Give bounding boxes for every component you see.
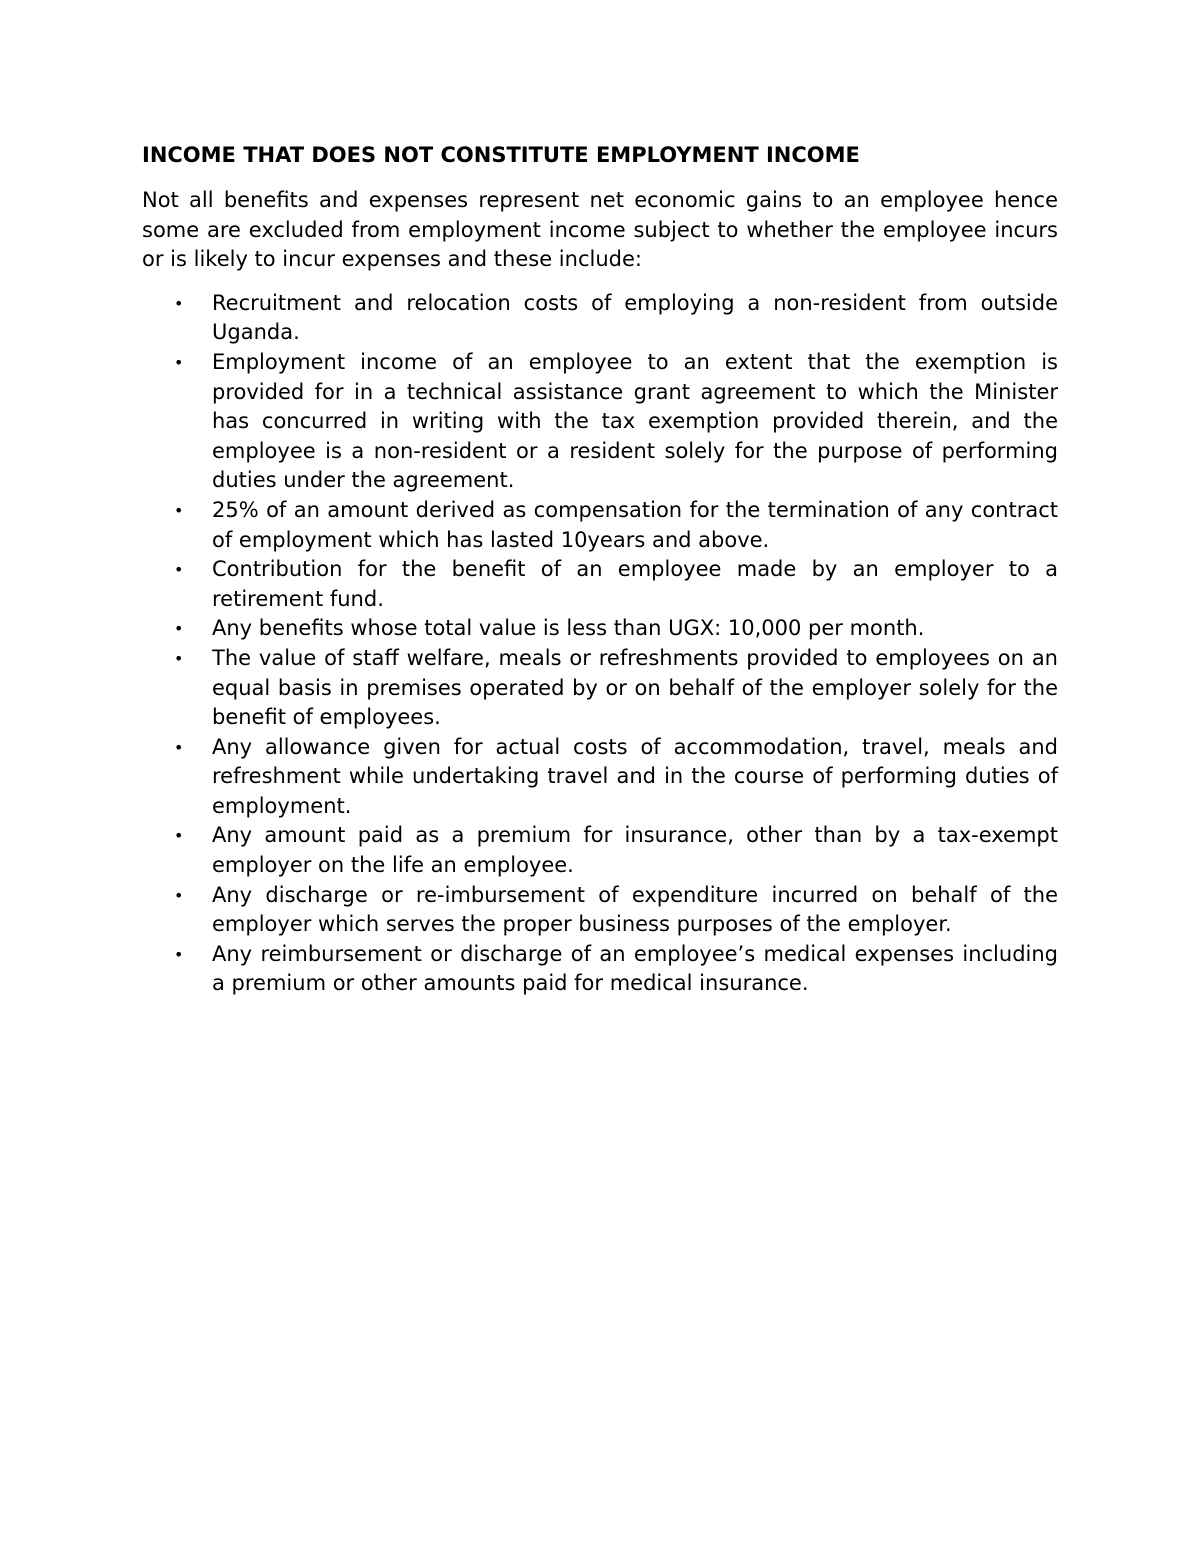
- list-item: [142, 555, 1058, 614]
- list-item-text: 25% of an amount derived as compensation for the termination of any contract of employment which has lasted 10years and above.: [212, 497, 1058, 552]
- bullet-icon: •: [174, 826, 184, 846]
- list-item-text: Any reimbursement or discharge of an employee’s medical expenses including a premium or other amounts paid for medical insurance.: [212, 941, 1058, 996]
- list-item: [142, 614, 1058, 644]
- list-item-text: Any discharge or re-imbursement of expenditure incurred on behalf of the employer which serves the proper business purposes of the employer.: [212, 882, 1058, 937]
- bullet-icon: •: [174, 560, 184, 580]
- bullet-icon: •: [174, 885, 184, 905]
- list-item-text: Any benefits whose total value is less than UGX: 10,000 per month.: [212, 616, 925, 641]
- list-item: [142, 644, 1058, 733]
- list-item: [142, 821, 1058, 880]
- list-item-text: Employment income of an employee to an extent that the exemption is provided for in a technical assistance grant agreement to which the Minister has concurred in writing with the tax exemption provided therein, and the employee is a non-resident or a resident solely for the purpose of performing duties under the agreement.: [212, 349, 1058, 493]
- bullet-icon: •: [174, 293, 184, 313]
- bullet-icon: •: [174, 648, 184, 668]
- list-item-text: Any amount paid as a premium for insurance, other than by a tax-exempt employer on the life an employee.: [212, 823, 1058, 878]
- intro-paragraph: Not all benefits and expenses represent net economic gains to an employee hence some are excluded from employment income subject to whether the employee incurs or is likely to incur expenses and these include:: [142, 188, 1058, 272]
- list-item-text: Recruitment and relocation costs of employing a non-resident from outside Uganda.: [212, 290, 1058, 345]
- list-item-text: The value of staff welfare, meals or refreshments provided to employees on an equal basis in premises operated by or on behalf of the employer solely for the benefit of employees.: [212, 645, 1058, 730]
- document-page: [142, 140, 1058, 999]
- list-item-text: Contribution for the benefit of an employee made by an employer to a retirement fund.: [212, 557, 1058, 611]
- bullet-icon: •: [174, 500, 184, 520]
- bullet-icon: •: [174, 737, 184, 757]
- exclusions-list: [142, 289, 1058, 999]
- bullet-icon: •: [174, 352, 184, 372]
- list-item: [142, 940, 1058, 999]
- list-item: [142, 881, 1058, 940]
- list-item: [142, 348, 1058, 496]
- list-item: [142, 733, 1058, 822]
- bullet-icon: •: [174, 619, 184, 639]
- list-item: [142, 289, 1058, 348]
- list-item: [142, 496, 1058, 555]
- list-item-text: Any allowance given for actual costs of accommodation, travel, meals and refreshment while undertaking travel and in the course of performing duties of employment.: [212, 734, 1058, 818]
- bullet-icon: •: [174, 944, 184, 964]
- document-heading: INCOME THAT DOES NOT CONSTITUTE EMPLOYMENT INCOME: [142, 143, 860, 167]
